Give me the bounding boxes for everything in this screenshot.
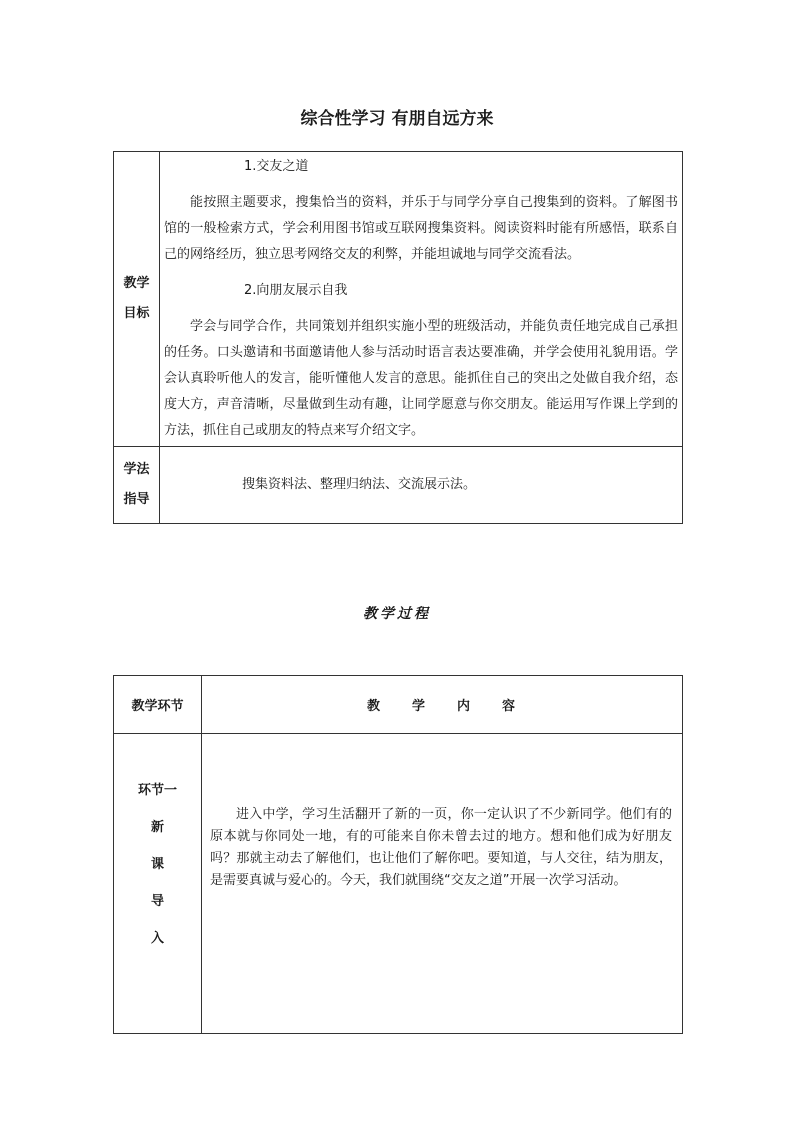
process-title: 教学过程 xyxy=(363,606,431,622)
stage-1-char: 导 xyxy=(150,894,164,909)
stage-1-char: 新 xyxy=(150,820,164,835)
header-stage: 教学环节 xyxy=(114,676,202,734)
stage-1-char: 课 xyxy=(150,857,164,872)
stage-1-text: 进入中学，学习生活翻开了新的一页，你一定认识了不少新同学。他们有的原本就与你同处一地，有的可能来自你未曾去过的地方。想和他们成为好朋友吗？那就主动去了解他们，也让他们了解你吧。要知道，与人交往，结为朋友，是需要真诚与爱心的。今天，我们就围绕“交友之道”开展一次学习活动。 xyxy=(210,807,672,888)
objectives-label-line1: 教学 xyxy=(123,276,150,291)
methods-label-line1: 学法 xyxy=(123,462,150,477)
objectives-content xyxy=(160,152,683,447)
stage-1-char: 入 xyxy=(150,931,164,946)
objective-1-text: 能按照主题要求，搜集恰当的资料，并乐于与同学分享自己搜集到的资料。了解图书馆的一般检索方式，学会利用图书馆或互联网搜集资料。阅读资料时能有所感悟，联系自己的网络经历，独立思考网络交友的利弊，并能坦诚地与同学交流看法。 xyxy=(164,195,678,262)
methods-label-line2: 指导 xyxy=(123,492,150,507)
objectives-table xyxy=(113,151,683,524)
methods-label xyxy=(114,447,160,524)
objectives-label-line2: 目标 xyxy=(123,306,150,321)
document-title: 综合性学习 有朋自远方来 xyxy=(300,109,494,129)
objectives-label xyxy=(114,152,160,447)
objective-2-text: 学会与同学合作，共同策划并组织实施小型的班级活动，并能负责任地完成自己承担的任务。口头邀请和书面邀请他人参与活动时语言表达要准确，并学会使用礼貌用语。学会认真聆听他人的发言，能听懂他人发言的意思。能抓住自己的突出之处做自我介绍，态度大方，声音清晰，尽量做到生动有趣，让同学愿意与你交朋友。能运用写作课上学到的方法，抓住自己或朋友的特点来写介绍文字。 xyxy=(164,319,678,438)
header-content: 教 学 内 容 xyxy=(202,676,683,734)
objective-2-heading: 2.向朋友展示自我 xyxy=(244,283,348,298)
stage-1-cell xyxy=(114,734,202,1034)
methods-text: 搜集资料法、整理归纳法、交流展示法。 xyxy=(242,477,477,492)
stage-1-content xyxy=(202,734,683,1034)
process-table xyxy=(113,675,683,1034)
methods-content xyxy=(160,447,683,524)
objective-1-heading: 1.交友之道 xyxy=(244,159,309,174)
stage-1-name: 环节一 xyxy=(137,783,177,798)
